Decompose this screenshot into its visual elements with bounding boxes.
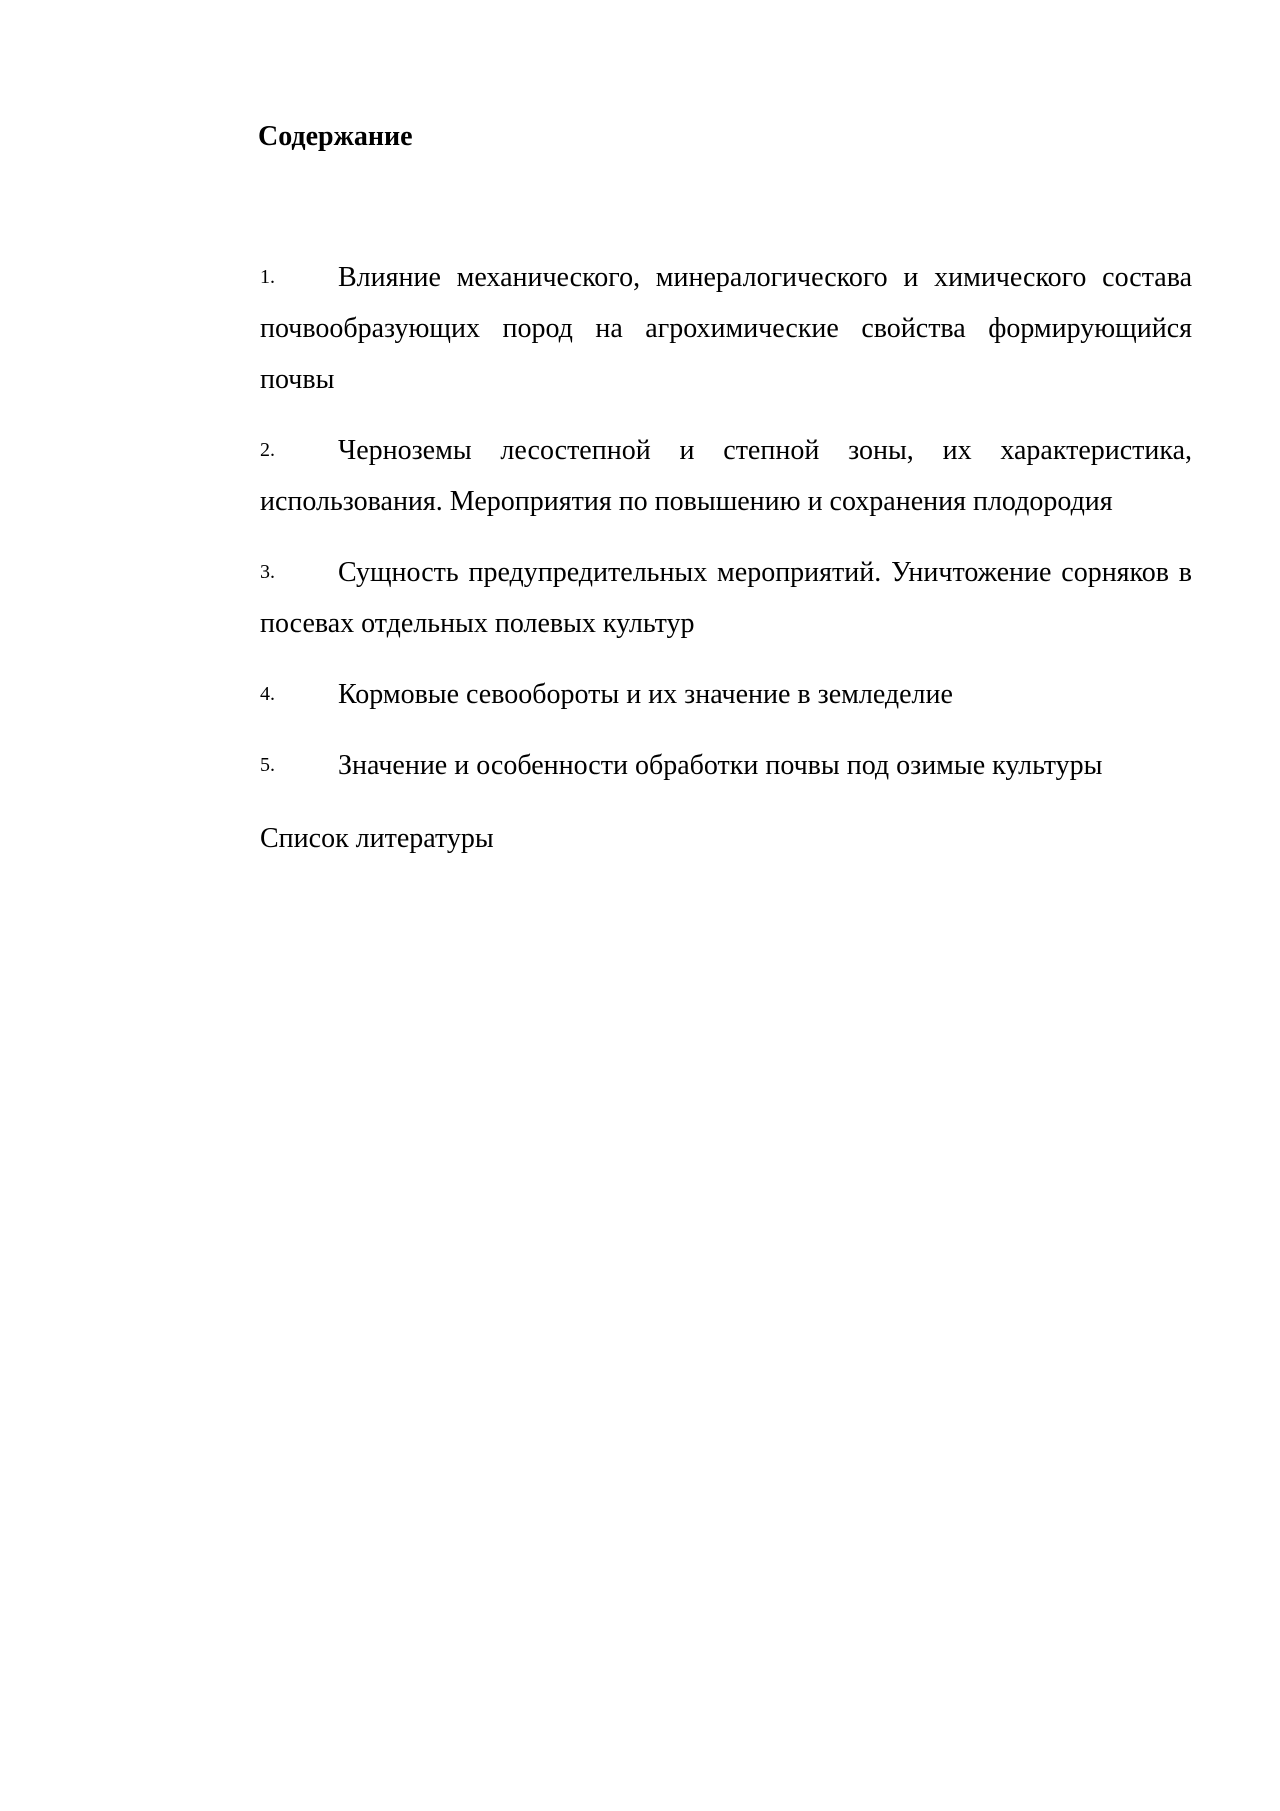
toc-item-text: Кормовые севообороты и их значение в земледелие bbox=[338, 679, 953, 710]
toc-item-number: 1. bbox=[260, 266, 275, 288]
toc-item-5 bbox=[260, 740, 1192, 791]
toc-item-text: Значение и особенности обработки почвы под озимые культуры bbox=[338, 750, 1103, 781]
toc-item-text: Влияние механического, минералогического и химического состава почвообразующих пород на агрохимические свойства формирующийся почвы bbox=[260, 262, 1192, 395]
toc-item-text: Черноземы лесостепной и степной зоны, их характеристика, использования. Мероприятия по повышению и сохранения плодородия bbox=[260, 435, 1192, 517]
toc-item-4 bbox=[260, 669, 1192, 720]
toc-item-number: 2. bbox=[260, 439, 275, 461]
toc-item-2 bbox=[260, 425, 1192, 527]
bibliography-entry: Список литературы bbox=[260, 823, 494, 854]
toc-item-number: 4. bbox=[260, 683, 275, 705]
toc-item-number: 5. bbox=[260, 754, 275, 776]
toc-item-number: 3. bbox=[260, 561, 275, 583]
table-of-contents bbox=[260, 252, 1192, 811]
toc-item-3 bbox=[260, 547, 1192, 649]
toc-item-text: Сущность предупредительных мероприятий. Уничтожение сорняков в посевах отдельных полевых культур bbox=[260, 557, 1192, 639]
toc-item-1 bbox=[260, 252, 1192, 405]
page-title: Содержание bbox=[258, 121, 413, 152]
